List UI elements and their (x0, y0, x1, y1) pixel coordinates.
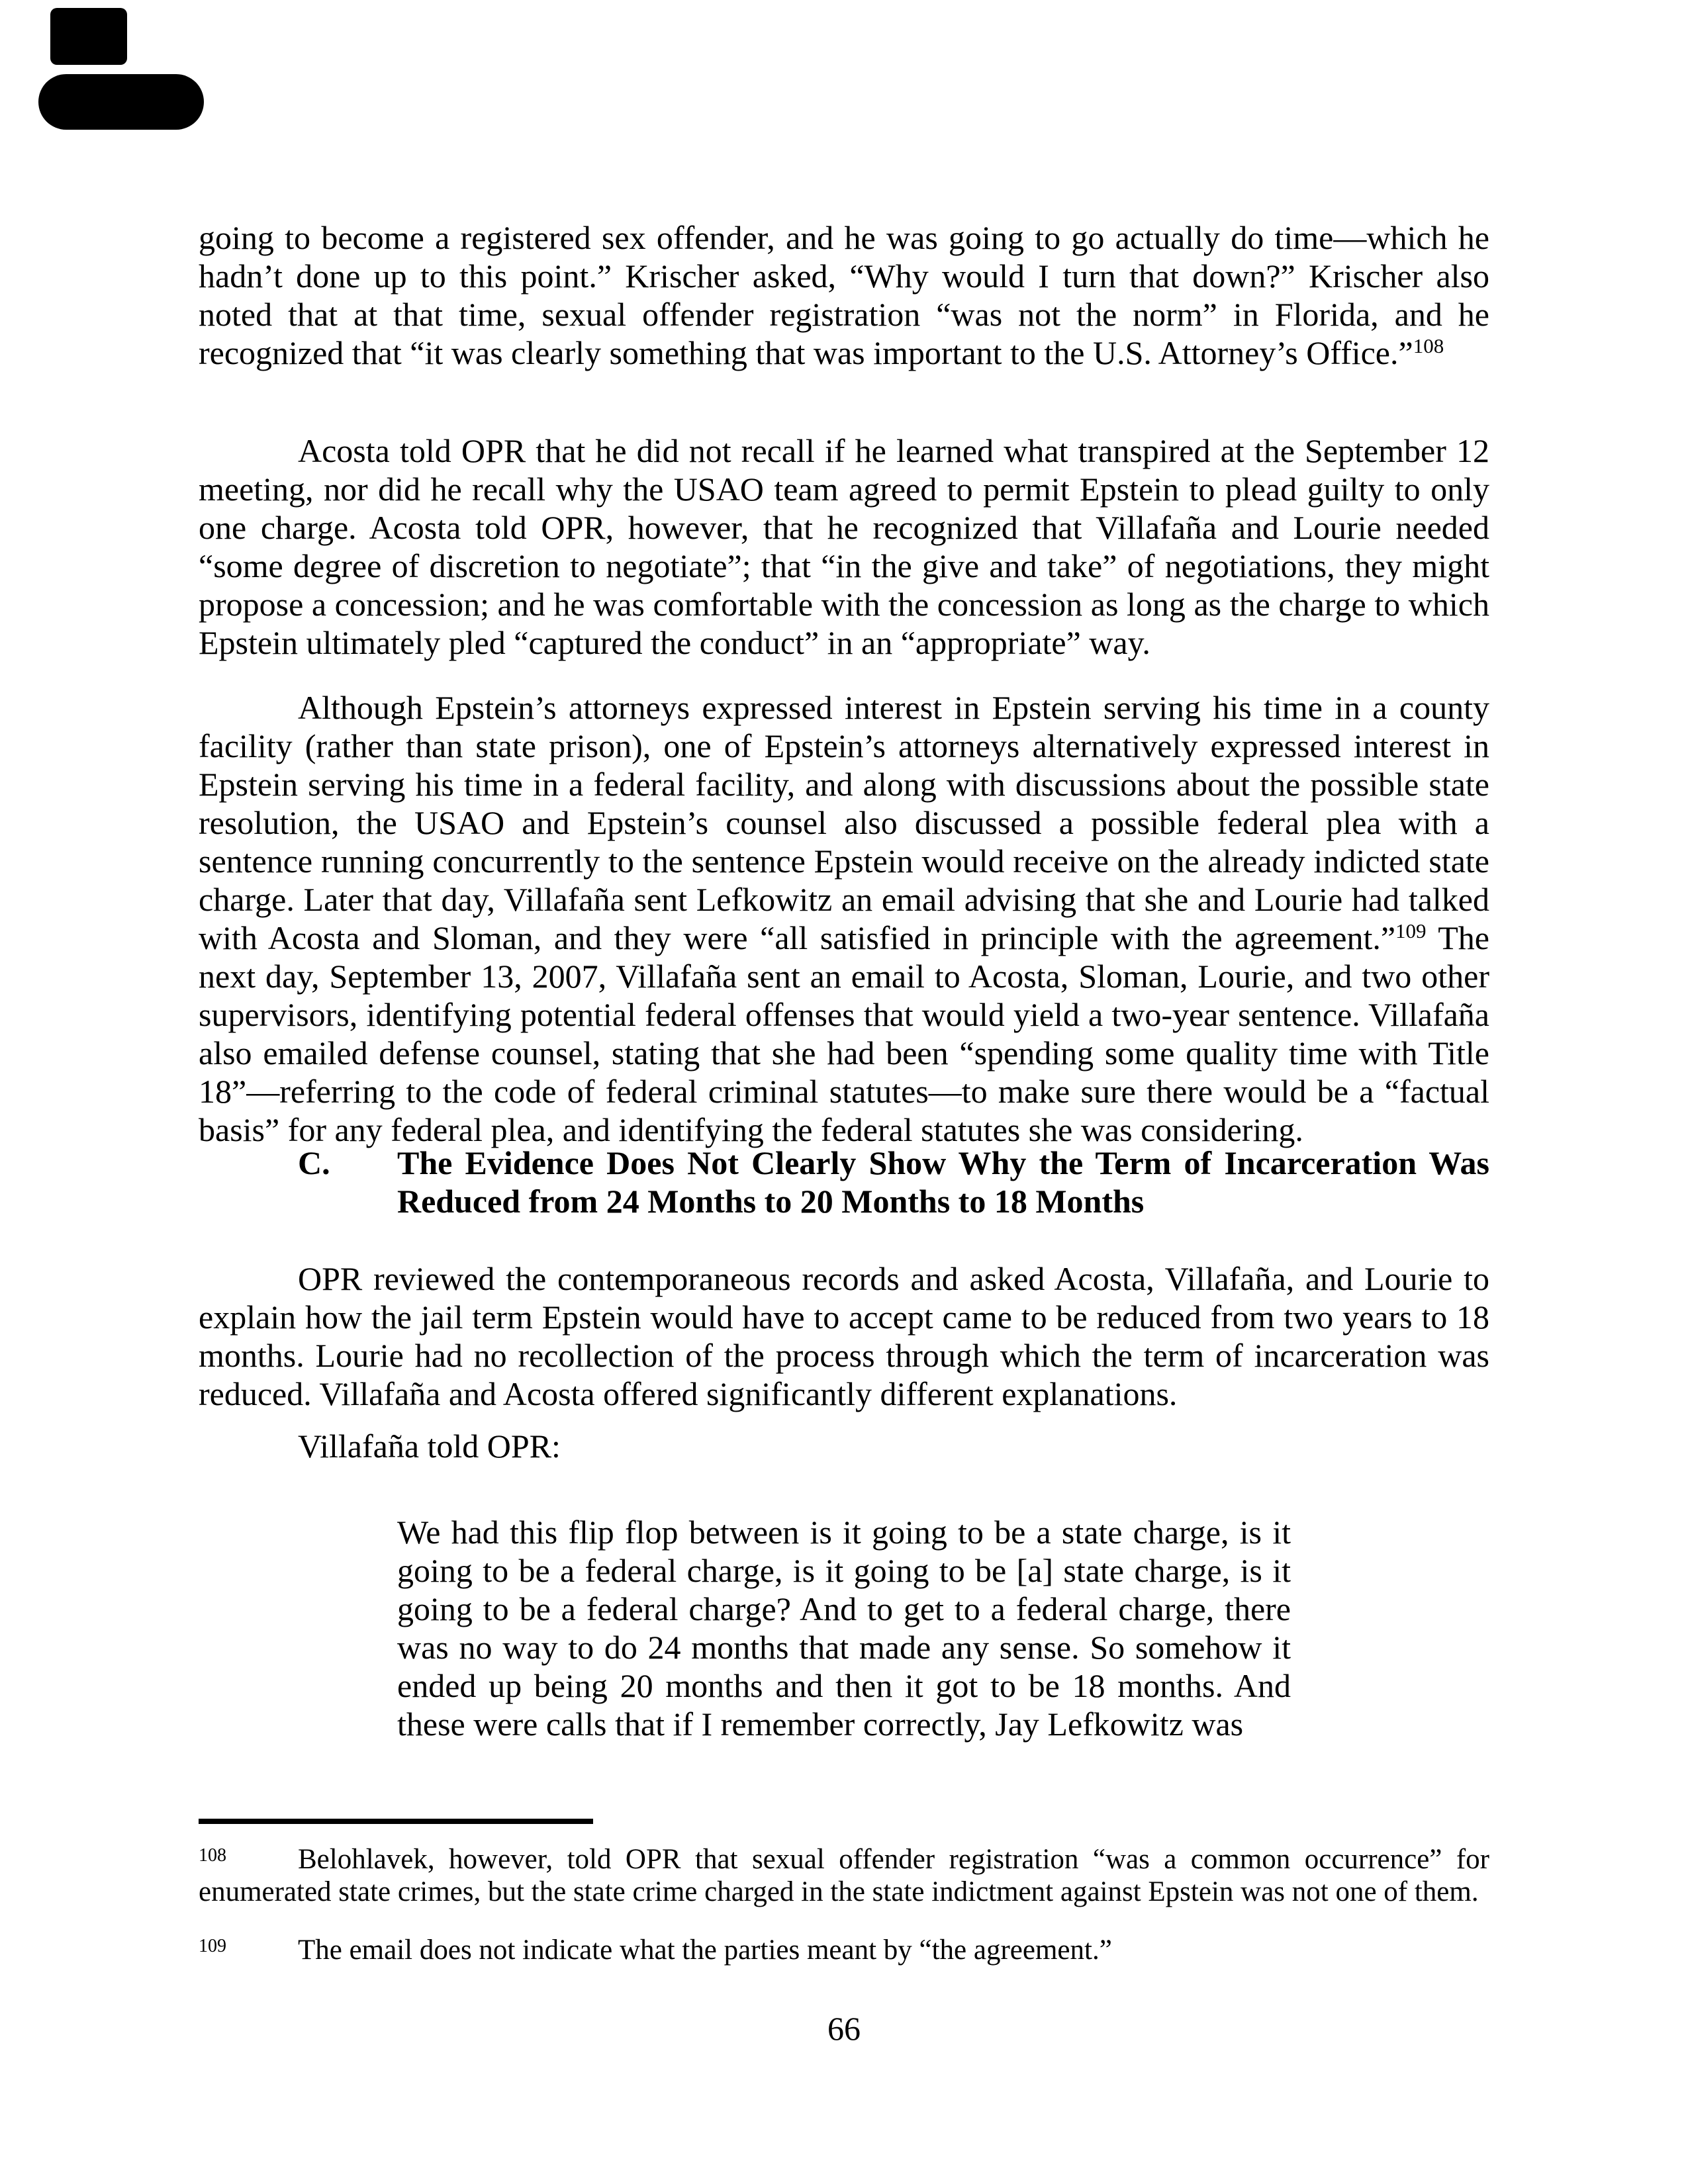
block-quote: We had this flip flop between is it going to be a state charge, is it going to be a federal charge, is it going to be [a] state charge, is it going to be a federal charge? And to get to a federal charge, there was no way to do 24 months that made any sense. So somehow it ended up being 20 months and then it got to be 18 months. And these were calls that if I remember correctly, Jay Lefkowitz was (397, 1514, 1291, 1743)
paragraph-1 (199, 218, 1489, 372)
paragraph-1-text: going to become a registered sex offender, and he was going to go actually do time—which he hadn’t done up to this point.” Krischer asked, “Why would I turn that down?” Krischer also noted that at that time, sexual offender registration “was not the norm” in Florida, and he recognized that “it was clearly something that was important to the U.S. Attorney’s Office.” (199, 219, 1489, 371)
footnote-108 (199, 1843, 1489, 1908)
page-number: 66 (827, 2010, 861, 2047)
footnote-ref-108: 108 (1413, 334, 1444, 357)
footnote-109-text: The email does not indicate what the parties meant by “the agreement.” (298, 1934, 1112, 1966)
paragraph-3-text-before: Although Epstein’s attorneys expressed interest in Epstein serving his time in a county facility (rather than state prison), one of Epstein’s attorneys alternatively expressed interest in Epstein serving his time in a federal facility, and along with discussions about the possible state resolution, the USAO and Epstein’s counsel also discussed a possible federal plea with a sentence running concurrently to the sentence Epstein would receive on the already indicted state charge. Later that day, Villafaña sent Lefkowitz an email advising that she and Lourie had talked with Acosta and Sloman, and they were “all satisfied in principle with the agreement.” (199, 689, 1489, 956)
footnote-ref-109: 109 (1395, 919, 1427, 942)
footnote-108-number: 108 (199, 1845, 226, 1866)
paragraph-5-lead-in: Villafaña told OPR: (298, 1428, 561, 1465)
footnote-separator (199, 1819, 593, 1824)
paragraph-3-text-after: The next day, September 13, 2007, Villafaña sent an email to Acosta, Sloman, Lourie, and two other supervisors, identifying potential federal offenses that would yield a two-year sentence. Villafaña also emailed defense counsel, stating that she had been “spending some quality time with Title 18”—referring to the code of federal criminal statutes—to make sure there would be a “factual basis” for any federal plea, and identifying the federal statutes she was considering. (199, 919, 1489, 1148)
paragraph-3 (199, 688, 1489, 1149)
scan-artifact-top-left-1 (50, 8, 127, 65)
section-heading-c (199, 1144, 1489, 1220)
scan-artifact-top-left-2 (38, 74, 204, 130)
footnote-108-text: Belohlavek, however, told OPR that sexual offender registration “was a common occurrence” for enumerated state crimes, but the state crime charged in the state indictment against Epstein was not one of them. (199, 1844, 1489, 1907)
paragraph-4: OPR reviewed the contemporaneous records and asked Acosta, Villafaña, and Lourie to explain how the jail term Epstein would have to accept came to be reduced from two years to 18 months. Lourie had no recollection of the process through which the term of incarceration was reduced. Villafaña and Acosta offered significantly different explanations. (199, 1260, 1489, 1412)
section-heading-letter: C. (298, 1144, 330, 1181)
section-heading-text: The Evidence Does Not Clearly Show Why the Term of Incarceration Was Reduced from 24 Months to 20 Months to 18 Months (397, 1144, 1489, 1220)
paragraph-2: Acosta told OPR that he did not recall if he learned what transpired at the September 12 meeting, nor did he recall why the USAO team agreed to permit Epstein to plead guilty to only one charge. Acosta told OPR, however, that he recognized that Villafaña and Lourie needed “some degree of discretion to negotiate”; that “in the give and take” of negotiations, they might propose a concession; and he was comfortable with the concession as long as the charge to which Epstein ultimately pled “captured the conduct” in an “appropriate” way. (199, 432, 1489, 661)
footnote-109-number: 109 (199, 1936, 226, 1956)
footnote-109 (199, 1934, 1489, 1966)
